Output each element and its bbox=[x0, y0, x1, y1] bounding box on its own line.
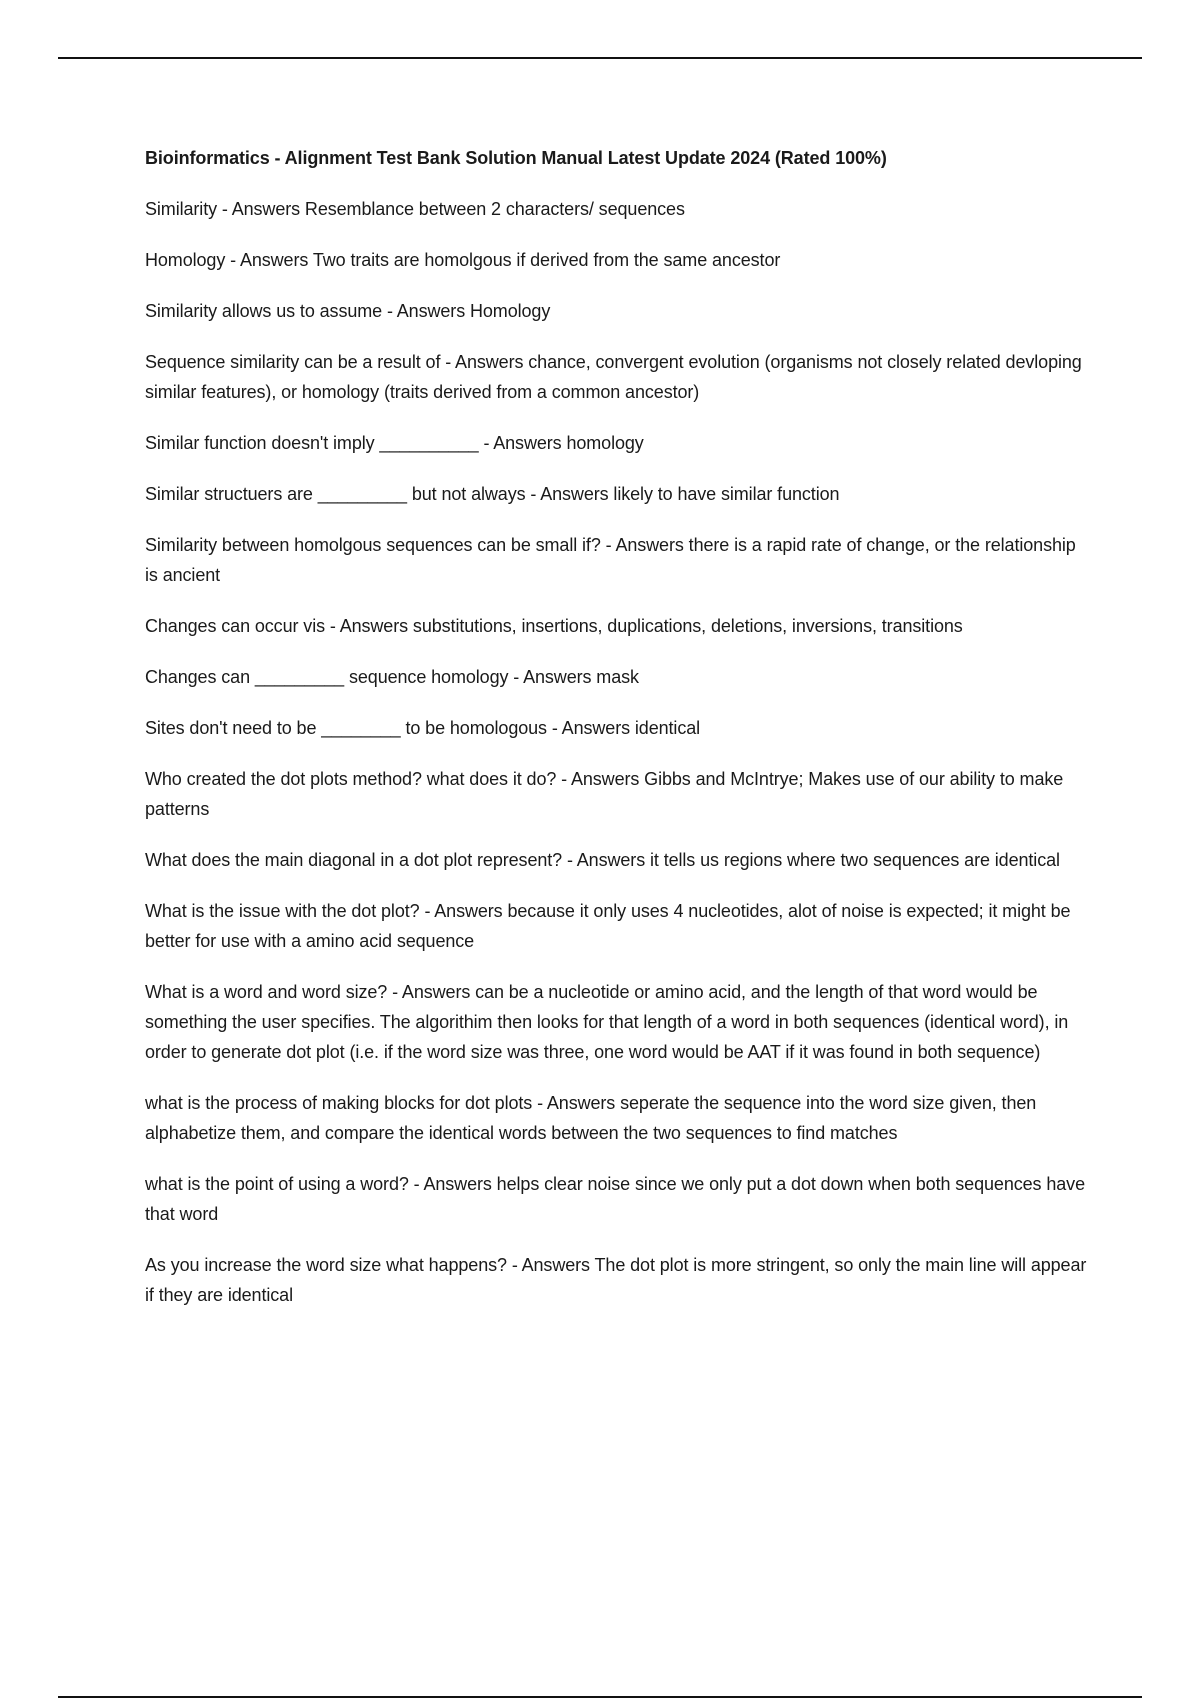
qa-entry: What is the issue with the dot plot? - Answers because it only uses 4 nucleotides, alot of noise is expected; it might be better for use with a amino acid sequence bbox=[145, 901, 1071, 951]
qa-entry: What is a word and word size? - Answers can be a nucleotide or amino acid, and the length of that word would be something the user specifies. The algorithim then looks for that length of a word in both sequences (identical word), in order to generate dot plot (i.e. if the word size was three, one word would be AAT if it was found in both sequence) bbox=[145, 982, 1069, 1062]
qa-entry: Sequence similarity can be a result of - Answers chance, convergent evolution (organisms not closely related devloping similar features), or homology (traits derived from a common ancestor) bbox=[145, 352, 1082, 402]
document-title: Bioinformatics - Alignment Test Bank Solution Manual Latest Update 2024 (Rated 100%) bbox=[145, 148, 887, 168]
bottom-divider bbox=[58, 1696, 1142, 1698]
top-divider bbox=[58, 57, 1142, 59]
qa-entry: Similar structuers are _________ but not always - Answers likely to have similar function bbox=[145, 484, 840, 504]
qa-entry: Changes can _________ sequence homology - Answers mask bbox=[145, 667, 639, 687]
qa-entry: Similarity between homolgous sequences can be small if? - Answers there is a rapid rate of change, or the relationship is ancient bbox=[145, 535, 1076, 585]
qa-entry: Similarity allows us to assume - Answers Homology bbox=[145, 301, 551, 321]
qa-entry: As you increase the word size what happens? - Answers The dot plot is more stringent, so only the main line will appear if they are identical bbox=[145, 1255, 1087, 1305]
qa-entry: Similar function doesn't imply __________ - Answers homology bbox=[145, 433, 644, 453]
qa-entry: what is the process of making blocks for dot plots - Answers seperate the sequence into the word size given, then alphabetize them, and compare the identical words between the two sequences to find matches bbox=[145, 1093, 1037, 1143]
qa-entry: What does the main diagonal in a dot plot represent? - Answers it tells us regions where two sequences are identical bbox=[145, 850, 1060, 870]
qa-entry: Sites don't need to be ________ to be homologous - Answers identical bbox=[145, 718, 701, 738]
qa-list bbox=[145, 194, 1090, 1310]
qa-entry: Homology - Answers Two traits are homolgous if derived from the same ancestor bbox=[145, 250, 781, 270]
qa-entry: Similarity - Answers Resemblance between 2 characters/ sequences bbox=[145, 199, 685, 219]
qa-entry: Who created the dot plots method? what does it do? - Answers Gibbs and McIntrye; Makes use of our ability to make patterns bbox=[145, 769, 1064, 819]
document-body bbox=[145, 143, 1090, 1331]
qa-entry: what is the point of using a word? - Answers helps clear noise since we only put a dot down when both sequences have that word bbox=[145, 1174, 1085, 1224]
qa-entry: Changes can occur vis - Answers substitutions, insertions, duplications, deletions, inversions, transitions bbox=[145, 616, 963, 636]
